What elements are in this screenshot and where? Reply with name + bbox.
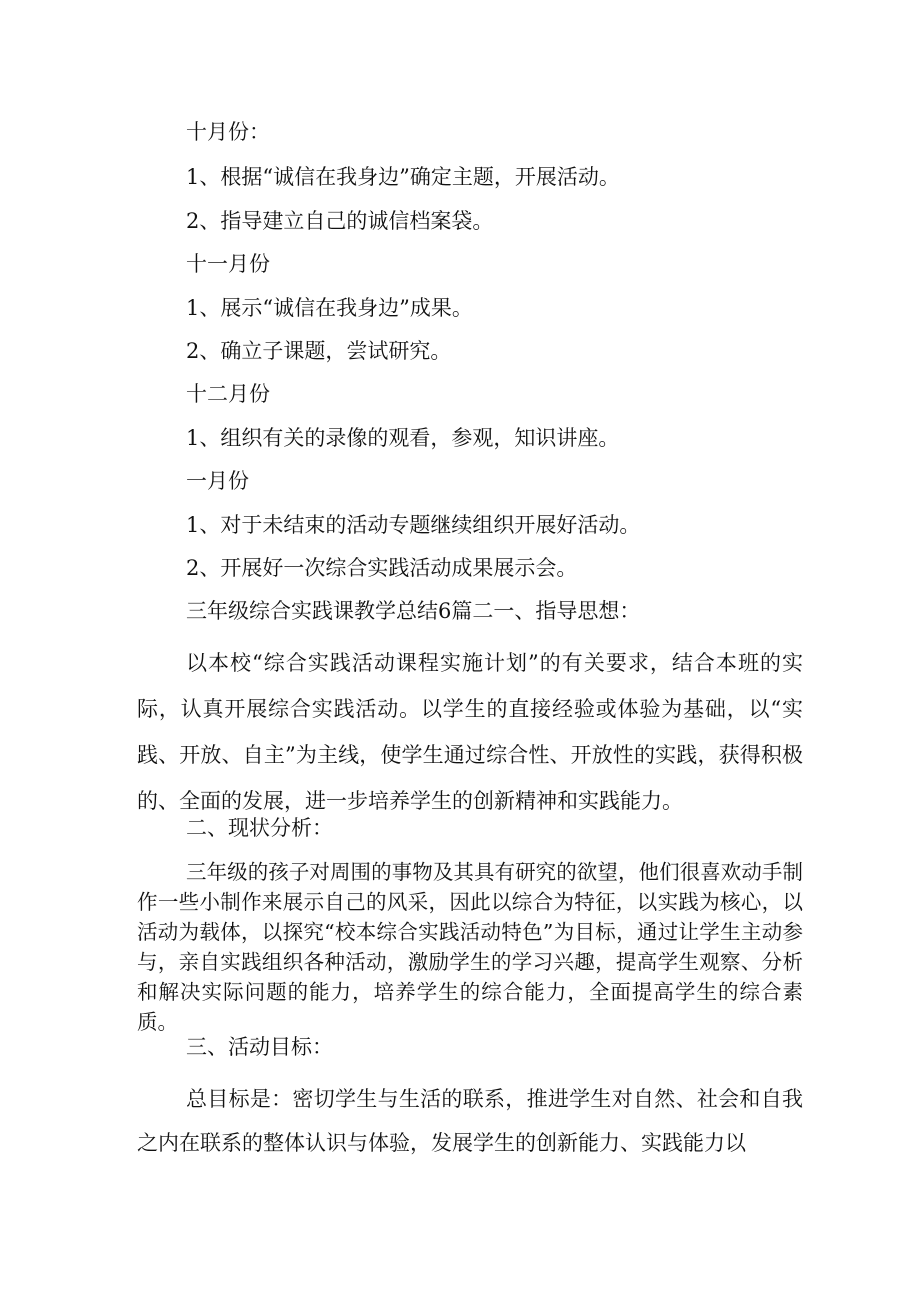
month-heading-january: 一月份 <box>186 469 249 493</box>
month-heading-december: 十二月份 <box>186 382 270 406</box>
january-item-2: 2、开展好一次综合实践活动成果展示会。 <box>186 556 578 580</box>
month-heading-november: 十一月份 <box>186 252 270 276</box>
october-item-2: 2、指导建立自己的诚信档案袋。 <box>186 209 494 233</box>
paragraph-activity-goals: 总目标是：密切学生与生活的联系，推进学生对自然、社会和自我之内在联系的整体认识与体验，发展学生的创新能力、实践能力以 <box>137 1087 803 1155</box>
paragraph-guiding-thought: 以本校“综合实践活动课程实施计划”的有关要求，结合本班的实际，认真开展综合实践活动。以学生的直接经验或体验为基础，以“实践、开放、自主”为主线，使学生通过综合性、开放性的实践，获得积极的、全面的发展，进一步培养学生的创新精神和实践能力。 <box>137 651 803 813</box>
november-item-1: 1、展示“诚信在我身边”成果。 <box>186 296 473 320</box>
november-item-2: 2、确立子课题，尝试研究。 <box>186 339 452 363</box>
heading-status-analysis: 二、现状分析： <box>186 816 333 840</box>
heading-activity-goals: 三、活动目标： <box>186 1035 333 1059</box>
section-title-guiding-thought: 三年级综合实践课教学总结6篇二一、指导思想： <box>186 599 641 623</box>
month-heading-october: 十月份： <box>186 120 270 144</box>
paragraph-status-analysis: 三年级的孩子对周围的事物及其具有研究的欲望，他们很喜欢动手制作一些小制作来展示自己的风采，因此以综合为特征，以实践为核心，以活动为载体，以探究“校本综合实践活动特色”为目标，通过让学生主动参与，亲自实践组织各种活动，激励学生的学习兴趣，提高学生观察、分析和解决实际问题的能力，培养学生的综合能力，全面提高学生的综合素质。 <box>137 860 803 1034</box>
january-item-1: 1、对于未结束的活动专题继续组织开展好活动。 <box>186 513 641 537</box>
october-item-1: 1、根据“诚信在我身边”确定主题，开展活动。 <box>186 165 620 189</box>
december-item-1: 1、组织有关的录像的观看，参观，知识讲座。 <box>186 426 620 450</box>
